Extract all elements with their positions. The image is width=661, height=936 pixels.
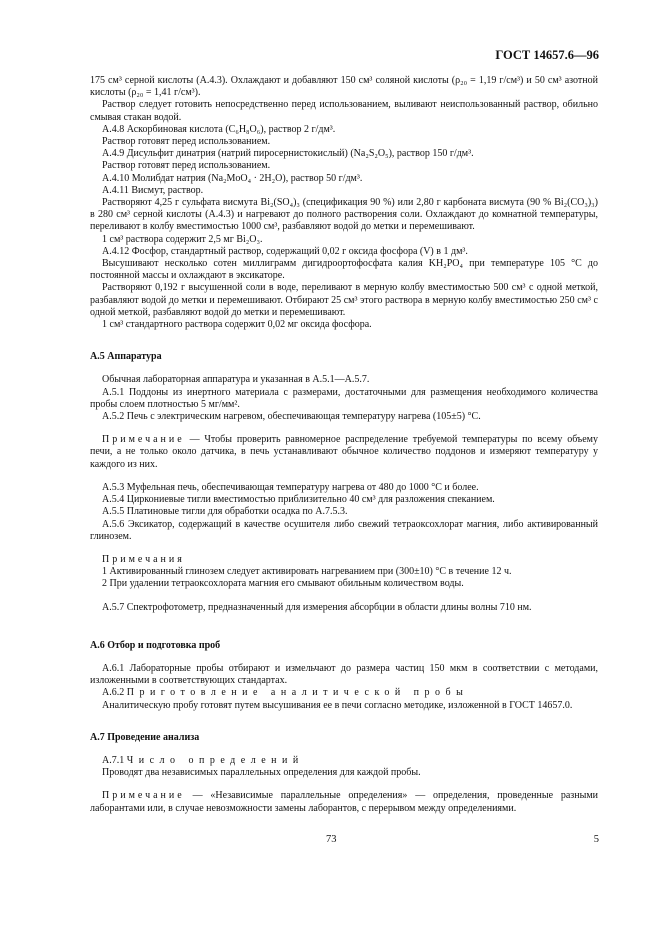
clause-a52: А.5.2 Печь с электрическим нагревом, обеспечивающая температуру нагрева (105±5) °С. bbox=[102, 411, 481, 423]
page-number: 5 bbox=[593, 834, 599, 845]
clause-title: Число определений bbox=[126, 754, 304, 766]
clause-a53: А.5.3 Муфельная печь, обеспечивающая температуру нагрева от 480 до 1000 °С и более. bbox=[102, 481, 479, 493]
section-heading-a7: А.7 Проведение анализа bbox=[90, 731, 200, 743]
paragraph: Раствор готовят перед использованием. bbox=[102, 160, 271, 172]
paragraph: Раствор следует готовить непосредственно перед использованием, выливают неиспользованный раствор, обильно смывая стакан водой. bbox=[90, 99, 598, 123]
paragraph: Обычная лабораторная аппаратура и указанная в А.5.1—А.5.7. bbox=[102, 374, 370, 386]
clause-a410: А.4.10 Молибдат натрия (Na₂MoO₄ · 2H₂O), раствор 50 г/дм³. bbox=[102, 172, 363, 184]
paragraph: 1 см³ раствора содержит 2,5 мг Bi₂O₃. bbox=[102, 233, 263, 245]
note bbox=[90, 434, 598, 471]
clause-a48: А.4.8 Аскорбиновая кислота (C₆H₈O₆), раствор 2 г/дм³. bbox=[102, 123, 336, 135]
standard-number: ГОСТ 14657.6—96 bbox=[495, 48, 599, 62]
section-heading-a5: А.5 Аппаратура bbox=[90, 351, 162, 363]
sheet-number: 73 bbox=[326, 834, 337, 845]
paragraph: Растворяют 4,25 г сульфата висмута Bi₂(SO₄)₃ (спецификация 90 %) или 2,80 г карбоната висмута (90 % Bi₂(CO₃)₃) в 280 см³ серной кислоты (А.4.3) и нагревают до полного растворения соли. Охлаждают до комнатной температуры, переливают в колбу вместимостью 1000 см³, разбавляют водой до метки и перемешивают. bbox=[90, 197, 598, 233]
clause-a411: А.4.11 Висмут, раствор. bbox=[102, 184, 204, 196]
note-text: — Чтобы проверить равномерное распределение требуемой температуры по всему объему печи, а не только около датчика, в печь устанавливают обычное количество поддонов и измеряют температуру у каждого из них. bbox=[90, 434, 598, 470]
clause-a412: А.4.12 Фосфор, стандартный раствор, содержащий 0,02 г оксида фосфора (V) в 1 дм³. bbox=[102, 245, 468, 257]
clause-a57: А.5.7 Спектрофотометр, предназначенный для измерения абсорбции в области длины волны 710 нм. bbox=[102, 601, 532, 613]
paragraph: 175 см³ серной кислоты (А.4.3). Охлаждают и добавляют 150 см³ соляной кислоты (ρ₂₀ = 1,19 г/см³) и 50 см³ азотной кислоты (ρ₂₀ = 1,41 г/см³). bbox=[90, 75, 598, 99]
clause-number: А.7.1 bbox=[102, 754, 125, 766]
note-text: — «Независимые параллельные определения» — определения, проведенные разными лаборантами или, в случае невозможности замены лаборантов, с перерывом между определениями. bbox=[90, 790, 599, 814]
clause-a56: А.5.6 Эксикатор, содержащий в качестве осушителя либо свежий тетраоксохлорат магния, либо активированный глинозем. bbox=[90, 518, 598, 542]
paragraph: Растворяют 0,192 г высушенной соли в воде, переливают в мерную колбу вместимостью 500 см³ с одной меткой, разбавляют водой до метки и перемешивают. Отбирают 25 см³ этого раствора в мерную колбу вместимостью 250 см³ с одной меткой, разбавляют водой до метки и перемешивают. bbox=[90, 282, 598, 318]
clause-number: А.6.2 bbox=[102, 687, 125, 699]
paragraph: 1 см³ стандартного раствора содержит 0,02 мг оксида фосфора. bbox=[102, 319, 372, 331]
clause-a62 bbox=[90, 687, 598, 699]
clause-a61: А.6.1 Лабораторные пробы отбирают и измельчают до размера частиц 150 мкм в соответствии с методами, изложенными в соответствующих стандартах. bbox=[90, 662, 598, 687]
paragraph: Высушивают несколько сотен миллиграмм дигидроортофосфата калия KH₂PO₄ при температуре 105 °С до постоянной массы и охлаждают в эксикаторе. bbox=[90, 258, 598, 282]
paragraph: Раствор готовят перед использованием. bbox=[102, 136, 271, 148]
note-label: Примечание bbox=[102, 790, 185, 802]
note-item: 1 Активированный глинозем следует активировать нагреванием при (300±10) °С в течение 12 ч. bbox=[102, 566, 512, 578]
notes-label: Примечания bbox=[102, 553, 185, 565]
clause-a55: А.5.5 Платиновые тигли для обработки осадка по А.7.5.3. bbox=[102, 506, 348, 518]
clause-a71 bbox=[90, 755, 598, 767]
note-item: 2 При удалении тетраоксохлората магния его смывают обильным количеством воды. bbox=[102, 578, 464, 590]
paragraph: Проводят два независимых параллельных определения для каждой пробы. bbox=[102, 767, 421, 779]
clause-title: Приготовление аналитической пробы bbox=[126, 687, 469, 699]
clause-a49: А.4.9 Дисульфит динатрия (натрий пиросернистокислый) (Na₂S₂O₅), раствор 150 г/дм³. bbox=[102, 148, 474, 160]
clause-a54: А.5.4 Циркониевые тигли вместимостью приблизительно 40 см³ для разложения спеканием. bbox=[102, 494, 495, 506]
document-body bbox=[90, 75, 598, 815]
note bbox=[90, 790, 598, 814]
section-heading-a6: А.6 Отбор и подготовка проб bbox=[90, 639, 221, 651]
clause-a51: А.5.1 Поддоны из инертного материала с размерами, достаточными для размещения необходимого количества пробы слоем плотностью 5 мг/мм². bbox=[90, 386, 598, 410]
note-label: Примечание bbox=[102, 434, 185, 446]
paragraph: Аналитическую пробу готовят путем высушивания ее в печи согласно методике, изложенной в ГОСТ 14657.0. bbox=[102, 699, 573, 711]
